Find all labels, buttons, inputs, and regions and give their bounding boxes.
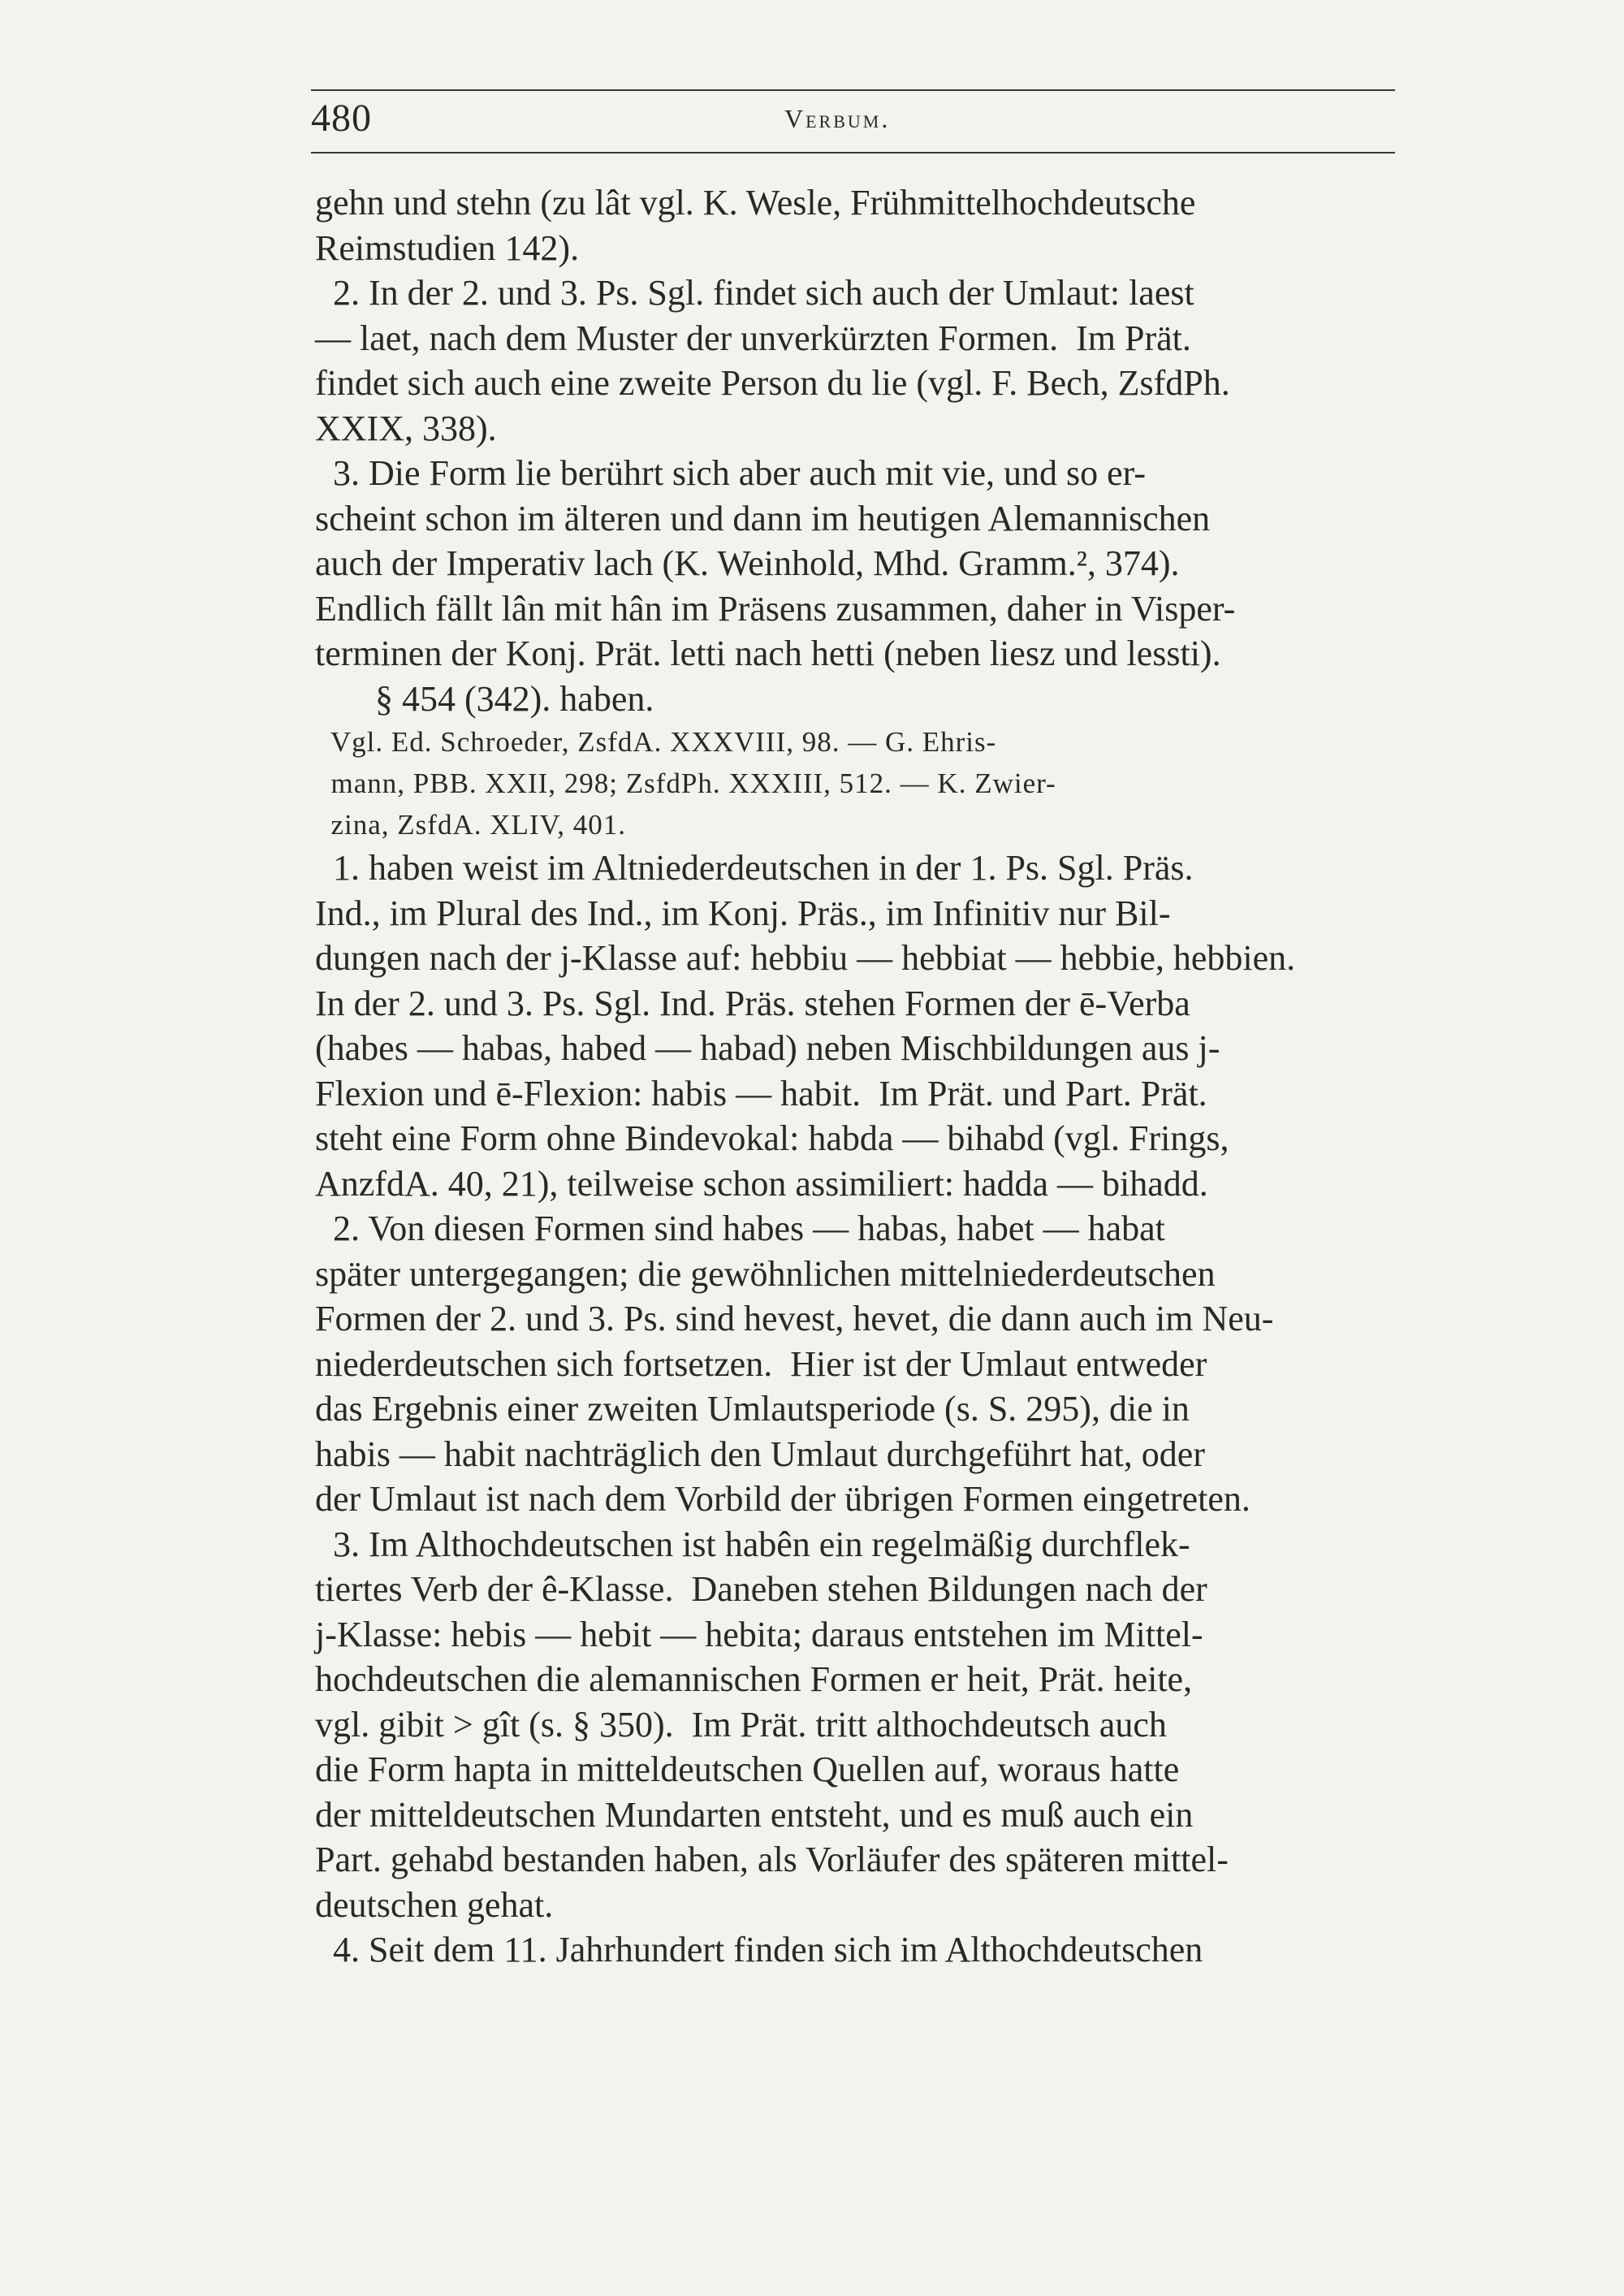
text-line: niederdeutschen sich fortsetzen. Hier ist der Umlaut entweder [315,1343,1207,1384]
text-line: deutschen gehat. [315,1884,554,1925]
text-line: gehn und stehn (zu lât vgl. K. Wesle, Frühmittelhochdeutsche [315,183,1196,223]
text-line: auch der Imperativ lach (K. Weinhold, Mhd. Gramm.², 374). [315,543,1180,583]
text-line: später untergegangen; die gewöhnlichen mittelniederdeutschen [315,1253,1216,1294]
text-line: Endlich fällt lân mit hân im Präsens zusammen, daher in Visper- [315,588,1236,629]
text-line: — laet, nach dem Muster der unverkürzten Formen. Im Prät. [315,318,1191,358]
text-line: hochdeutschen die alemannischen Formen er heit, Prät. heite, [315,1659,1193,1699]
text-line: 2. In der 2. und 3. Ps. Sgl. findet sich auch der Umlaut: laest [315,273,1194,313]
text-line: In der 2. und 3. Ps. Sgl. Ind. Präs. stehen Formen der ē-Verba [315,983,1190,1023]
text-line: 3. Im Althochdeutschen ist habên ein regelmäßig durchflek- [315,1524,1190,1564]
text-line: XXIX, 338). [315,408,497,448]
section-heading: § 454 (342). haben. [357,678,654,719]
reference-line: Vgl. Ed. Schroeder, ZsfdA. XXXVIII, 98. — G. Ehris- [315,726,997,758]
text-line: steht eine Form ohne Bindevokal: habda — bihabd (vgl. Frings, [315,1118,1229,1158]
header-bottom-rule [311,152,1395,153]
header-top-rule [311,89,1395,91]
text-line: terminen der Konj. Prät. letti nach hetti (neben liesz und lessti). [315,633,1221,673]
text-line: dungen nach der j-Klasse auf: hebbiu — hebbiat — hebbie, hebbien. [315,938,1296,978]
text-line: Formen der 2. und 3. Ps. sind hevest, hevet, die dann auch im Neu- [315,1299,1274,1338]
running-title: Verbum. [784,104,891,133]
text-line: scheint schon im älteren und dann im heutigen Alemannischen [315,498,1211,538]
text-line: Ind., im Plural des Ind., im Konj. Präs., im Infinitiv nur Bil- [315,893,1171,933]
text-line: 2. Von diesen Formen sind habes — habas, habet — habat [315,1209,1165,1248]
text-line: Part. gehabd bestanden haben, als Vorläufer des späteren mittel- [315,1840,1229,1879]
body-text [315,180,1413,1973]
text-line: der Umlaut ist nach dem Vorbild der übrigen Formen eingetreten. [315,1479,1250,1519]
text-line: Reimstudien 142). [315,227,580,268]
text-line: 1. haben weist im Altniederdeutschen in der 1. Ps. Sgl. Präs. [315,848,1194,888]
text-line: 3. Die Form lie berührt sich aber auch mit vie, und so er- [315,453,1147,493]
text-line: Flexion und ē-Flexion: habis — habit. Im Prät. und Part. Prät. [315,1073,1207,1113]
reference-line: zina, ZsfdA. XLIV, 401. [315,809,627,841]
reference-line: mann, PBB. XXII, 298; ZsfdPh. XXXIII, 512. — K. Zwier- [315,767,1056,799]
text-line: 4. Seit dem 11. Jahrhundert finden sich im Althochdeutschen [315,1930,1203,1970]
text-line: das Ergebnis einer zweiten Umlautsperiode (s. S. 295), die in [315,1389,1190,1429]
text-line: (habes — habas, habed — habad) neben Mischbildungen aus j- [315,1028,1220,1068]
text-line: der mitteldeutschen Mundarten entsteht, und es muß auch ein [315,1794,1194,1835]
text-line: habis — habit nachträglich den Umlaut durchgeführt hat, oder [315,1433,1205,1474]
text-line: vgl. gibit > gît (s. § 350). Im Prät. tritt althochdeutsch auch [315,1704,1167,1745]
text-line: findet sich auch eine zweite Person du lie (vgl. F. Bech, ZsfdPh. [315,363,1230,403]
page-number: 480 [311,97,372,140]
text-line: die Form hapta in mitteldeutschen Quellen auf, woraus hatte [315,1749,1180,1789]
text-line: tiertes Verb der ê-Klasse. Daneben stehen Bildungen nach der [315,1569,1207,1609]
text-line: AnzfdA. 40, 21), teilweise schon assimiliert: hadda — bihadd. [315,1163,1208,1204]
text-line: j-Klasse: hebis — hebit — hebita; daraus entstehen im Mittel- [315,1614,1203,1654]
